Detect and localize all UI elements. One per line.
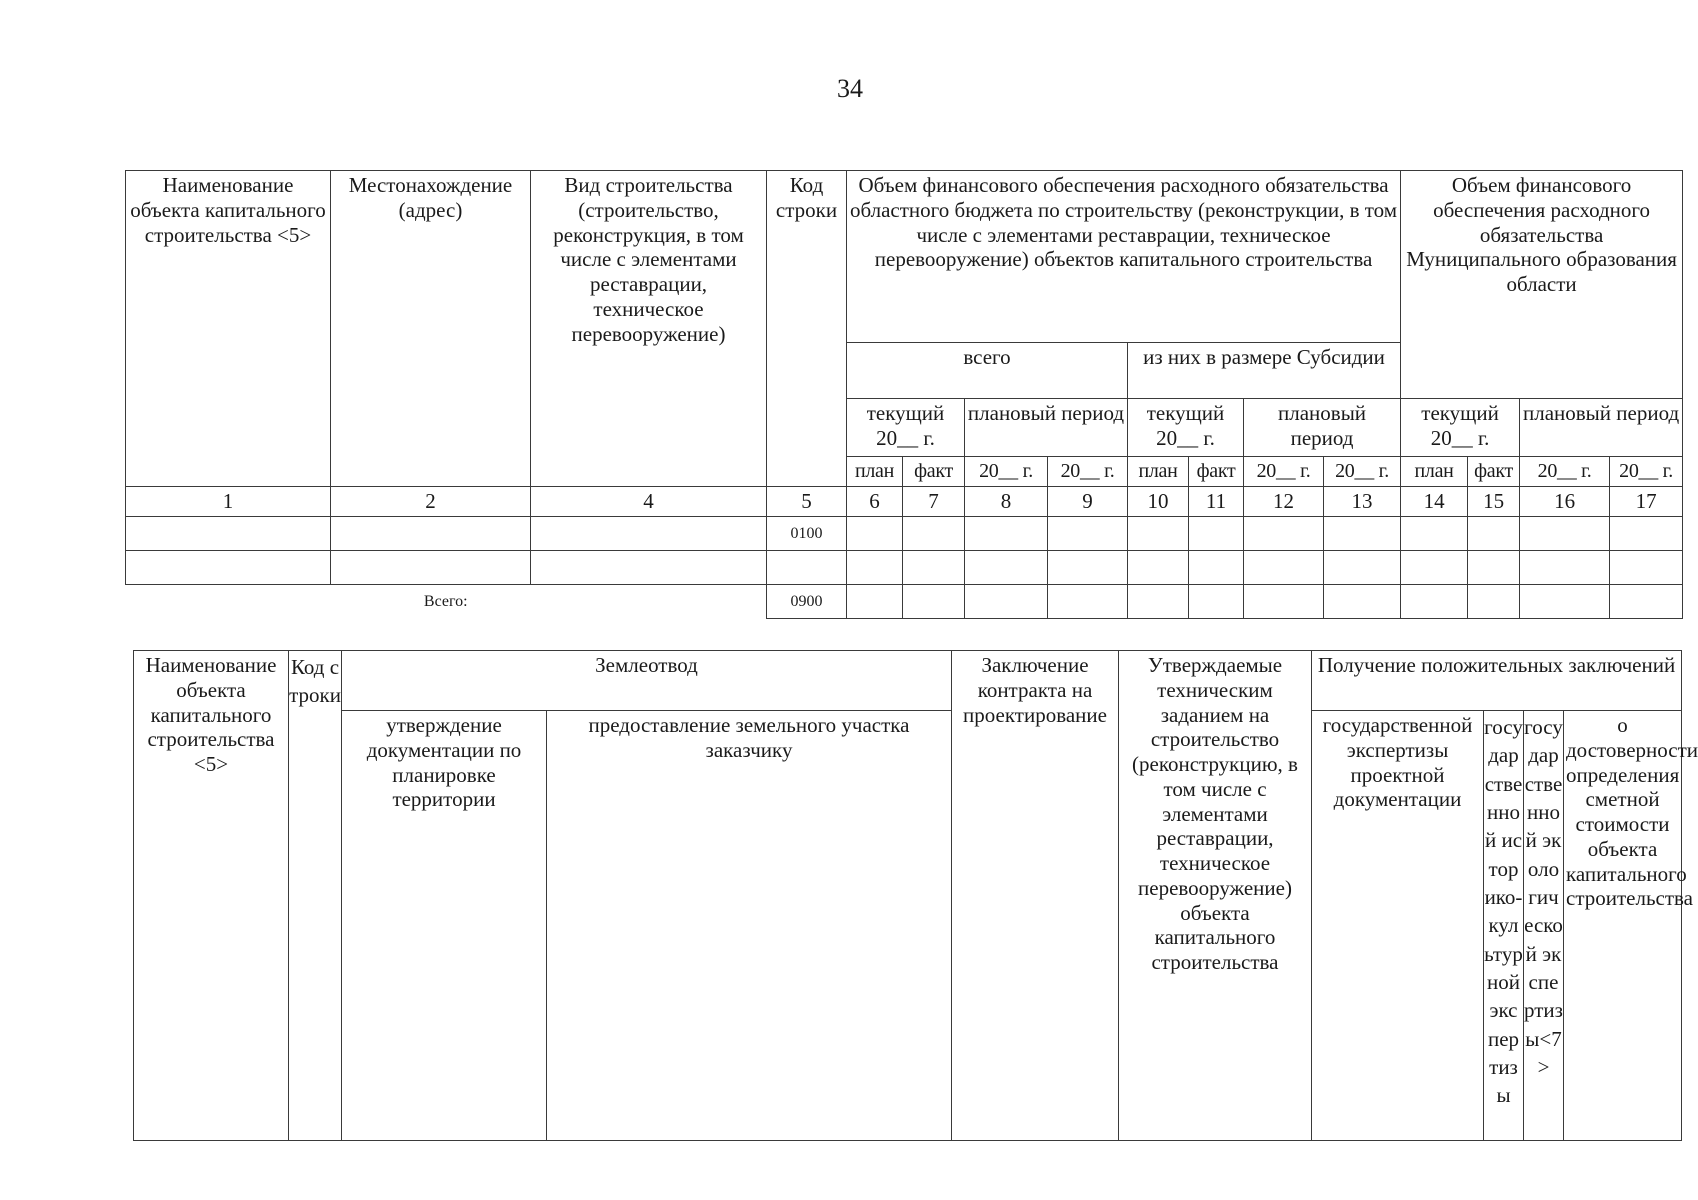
header-current-year: текущий 20__ г.	[1401, 399, 1520, 457]
column-number: 1	[126, 487, 331, 517]
total-code: 0900	[767, 585, 847, 619]
header-year: 20__ г.	[1520, 457, 1610, 487]
column-number: 2	[331, 487, 531, 517]
header-territory-docs: утверждение документации по планировке территории	[342, 711, 547, 1141]
total-row	[126, 585, 1683, 619]
header-land-allocation: Землеотвод	[342, 651, 952, 711]
header-cost-reliability: о достоверности определения сметной стоимости объекта капитального строительства	[1564, 711, 1682, 1141]
column-number: 14	[1401, 487, 1468, 517]
header-ecological-expertise: государственной экологической экспертизы<7>	[1524, 711, 1564, 1141]
column-number: 11	[1189, 487, 1244, 517]
header-municipal-budget: Объем финансового обеспечения расходного обязательства Муниципального образования области	[1401, 171, 1683, 399]
header-state-expertise: государственной экспертизы проектной документации	[1312, 711, 1484, 1141]
land-and-approvals-table	[133, 650, 1698, 1141]
column-number: 10	[1128, 487, 1189, 517]
header-plan: план	[1401, 457, 1468, 487]
header-total: всего	[847, 343, 1128, 399]
column-number: 6	[847, 487, 903, 517]
header-regional-budget: Объем финансового обеспечения расходного обязательства областного бюджета по строительству (реконструкции, в том числе с элементами реставрации, техническое перевооружение) объектов капитального строительства	[847, 171, 1401, 343]
header-object-name: Наименование объекта капитального строительства <5>	[126, 171, 331, 487]
page-number: 34	[837, 74, 863, 103]
header-year: 20__ г.	[1048, 457, 1128, 487]
header-fact: факт	[1468, 457, 1520, 487]
total-label: Всего:	[423, 593, 468, 611]
column-number: 5	[767, 487, 847, 517]
header-subsidy: из них в размере Субсидии	[1128, 343, 1401, 399]
header-current-year: текущий 20__ г.	[1128, 399, 1244, 457]
row-code: 0100	[767, 517, 847, 551]
header-fact: факт	[903, 457, 965, 487]
header-fact: факт	[1189, 457, 1244, 487]
header-plan: план	[1128, 457, 1189, 487]
column-number: 15	[1468, 487, 1520, 517]
header-row-code: Код строки	[767, 171, 847, 487]
header-location: Местонахождение (адрес)	[331, 171, 531, 487]
financing-table	[125, 170, 1683, 619]
header-object-name: Наименование объекта капитального строительства <5>	[134, 651, 289, 1141]
header-current-year: текущий 20__ г.	[847, 399, 965, 457]
column-number: 17	[1610, 487, 1683, 517]
header-historical-expertise: государственной историко-культурной экспертизы	[1484, 711, 1524, 1141]
header-planned-period: плановый период	[1520, 399, 1683, 457]
column-number: 9	[1048, 487, 1128, 517]
table-row	[126, 517, 1683, 551]
header-plan: план	[847, 457, 903, 487]
header-year: 20__ г.	[1610, 457, 1683, 487]
column-number: 13	[1324, 487, 1401, 517]
header-year: 20__ г.	[965, 457, 1048, 487]
header-approved-spec: Утверждаемые техническим заданием на строительство (реконструкцию, в том числе с элементами реставрации, техническое перевооружение) объекта капитального строительства	[1119, 651, 1312, 1141]
header-planned-period: плановый период	[965, 399, 1128, 457]
header-construction-type: Вид строительства (строительство, реконструкция, в том числе с элементами реставрации, техническое перевооружение)	[531, 171, 767, 487]
column-number: 8	[965, 487, 1048, 517]
header-year: 20__ г.	[1324, 457, 1401, 487]
header-year: 20__ г.	[1244, 457, 1324, 487]
column-number: 12	[1244, 487, 1324, 517]
column-number: 7	[903, 487, 965, 517]
header-positive-conclusions: Получение положительных заключений	[1312, 651, 1682, 711]
header-planned-period: плановый период	[1244, 399, 1401, 457]
header-design-contract: Заключение контракта на проектирование	[952, 651, 1119, 1141]
column-number: 4	[531, 487, 767, 517]
header-land-provision: предоставление земельного участка заказчику	[547, 711, 952, 1141]
table-row	[126, 551, 1683, 585]
column-number: 16	[1520, 487, 1610, 517]
header-row-code: Код строки	[289, 651, 342, 1141]
